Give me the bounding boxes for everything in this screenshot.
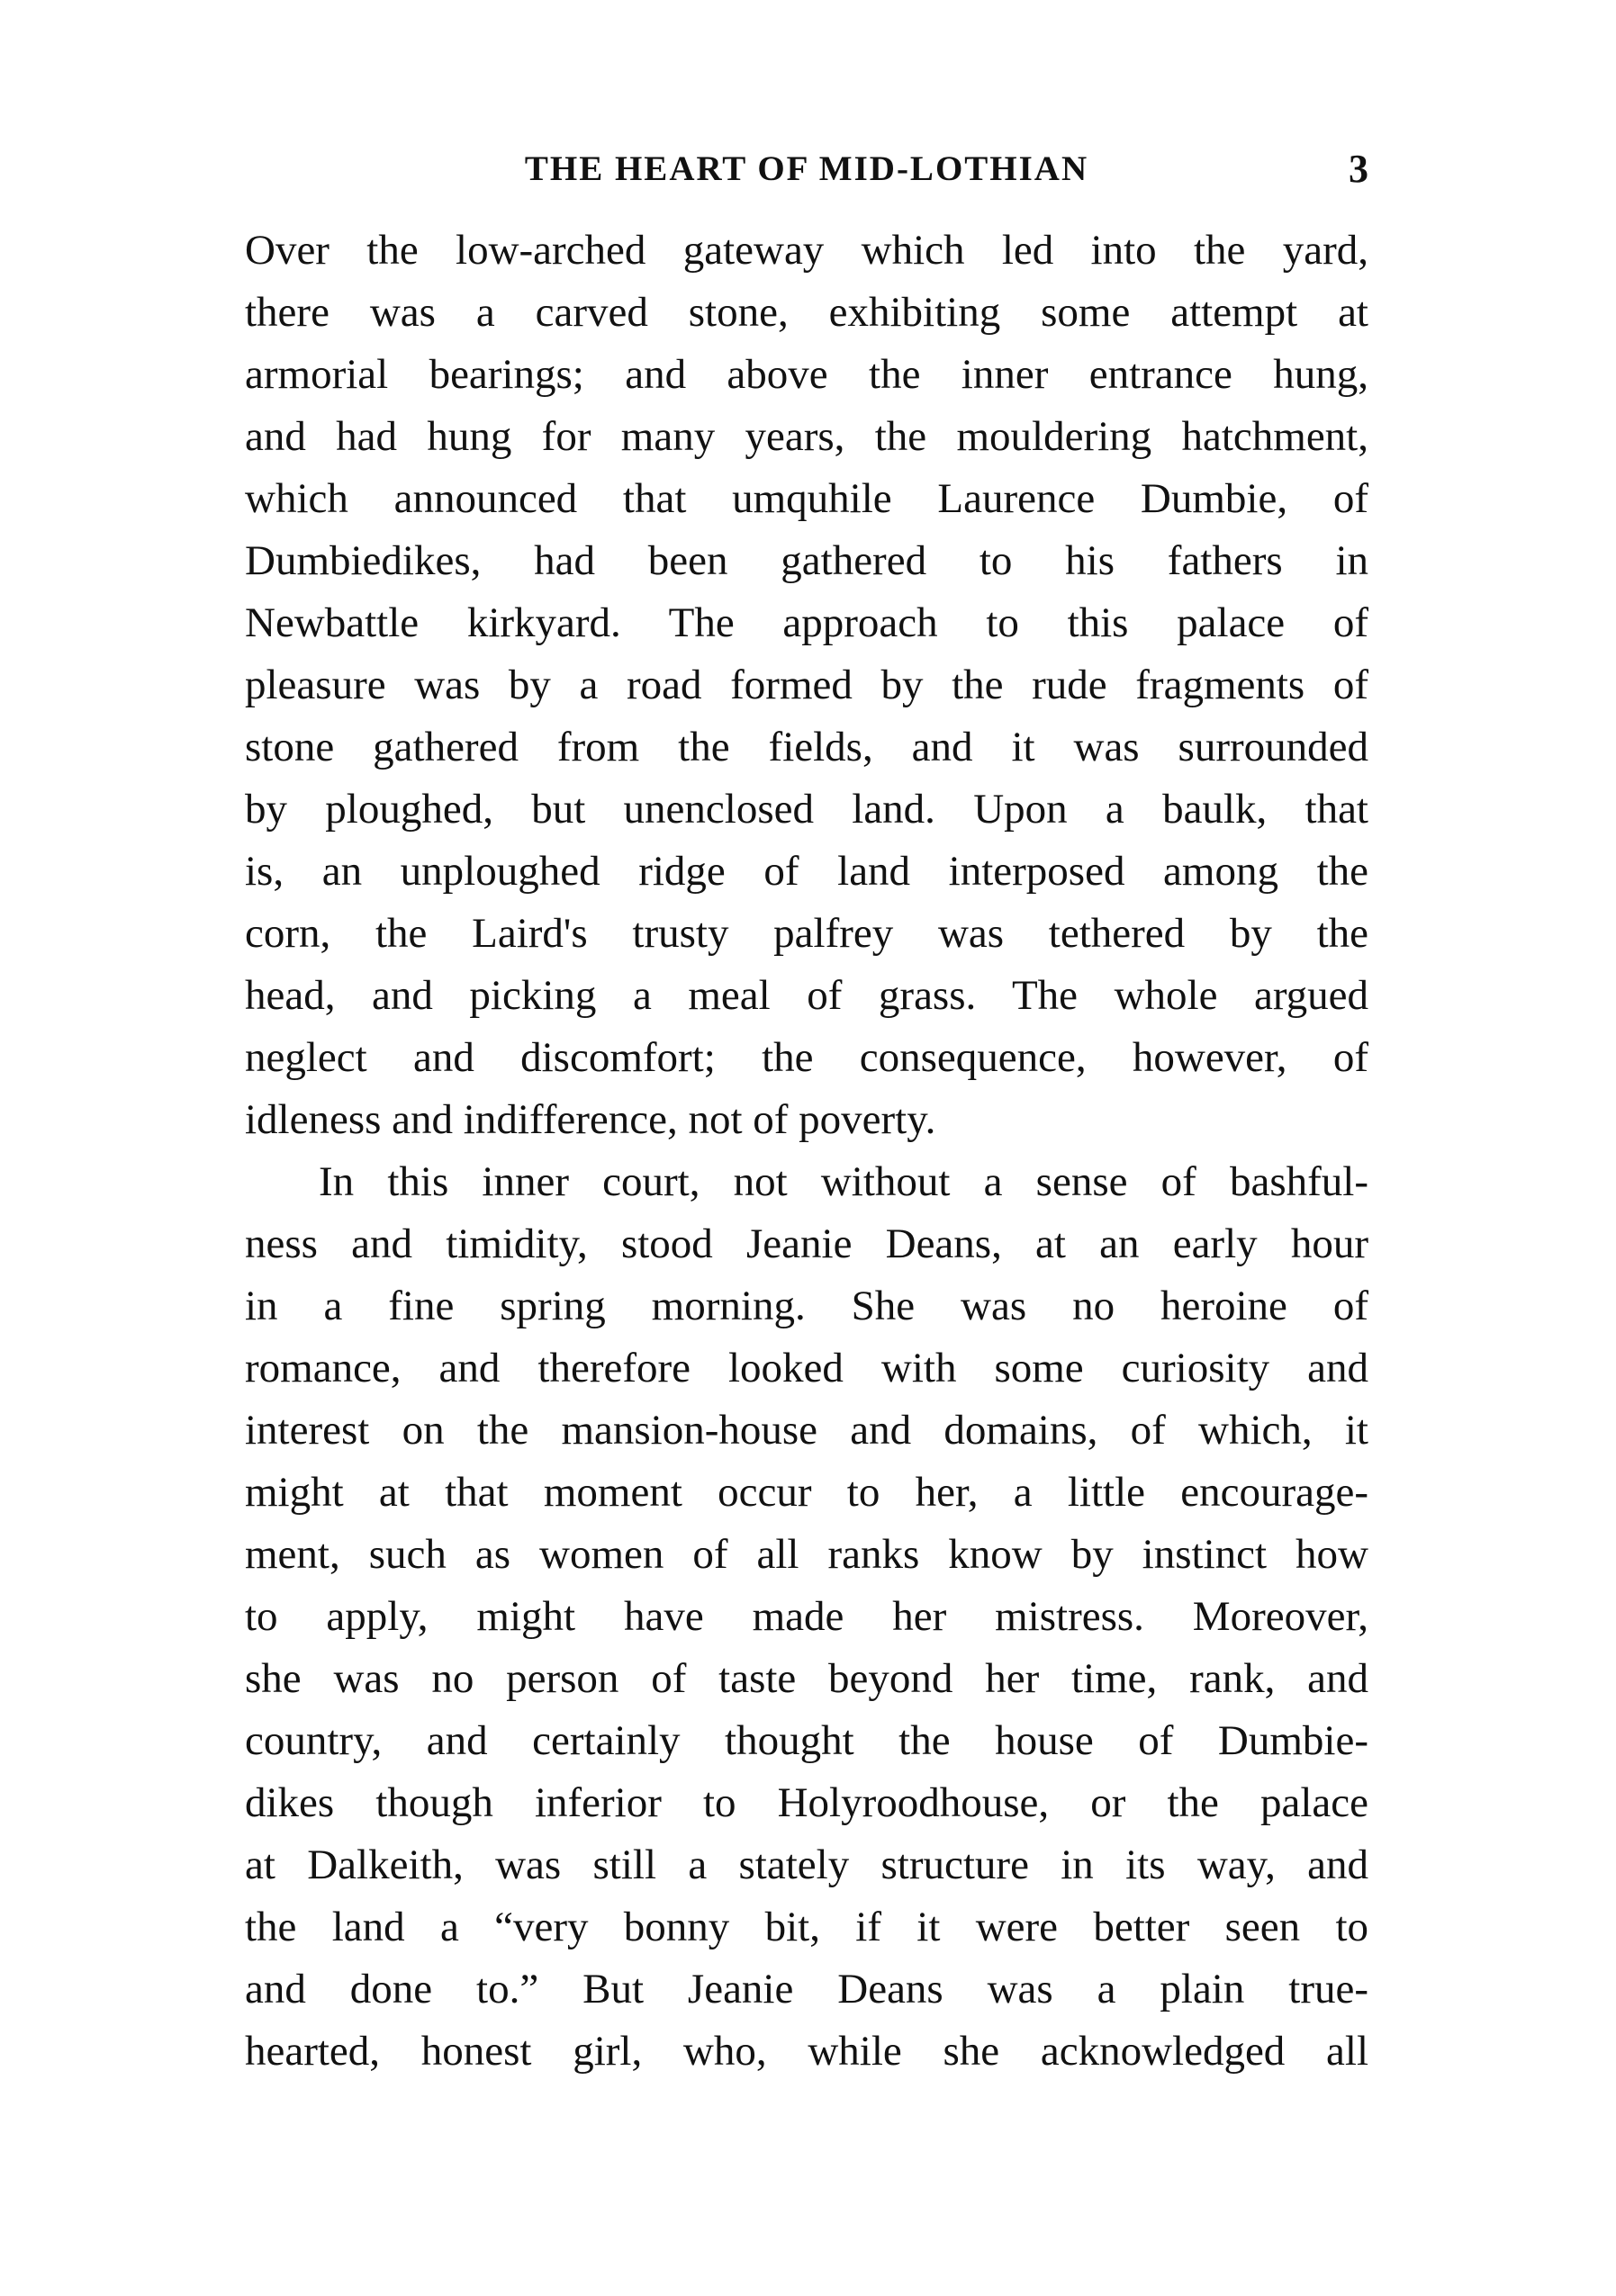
text-line: the land a “very bonny bit, if it were better seen to bbox=[245, 1904, 1368, 1950]
text-line: to apply, might have made her mistress. Moreover, bbox=[245, 1593, 1368, 1640]
text-line: by ploughed, but unenclosed land. Upon a baulk, that bbox=[245, 786, 1368, 833]
text-line: corn, the Laird's trusty palfrey was tethered by the bbox=[245, 910, 1368, 957]
page-number: 3 bbox=[1349, 147, 1368, 191]
text-line: romance, and therefore looked with some curiosity and bbox=[245, 1345, 1368, 1391]
text-line: and had hung for many years, the mouldering hatchment, bbox=[245, 413, 1368, 460]
text-line: is, an unploughed ridge of land interposed among the bbox=[245, 848, 1368, 895]
text-line: interest on the mansion-house and domains, of which, it bbox=[245, 1407, 1368, 1454]
text-line: hearted, honest girl, who, while she acknowledged all bbox=[245, 2028, 1368, 2075]
text-line: dikes though inferior to Holyroodhouse, or the palace bbox=[245, 1779, 1368, 1826]
paragraph-1 bbox=[245, 220, 1368, 1151]
running-head bbox=[245, 142, 1368, 196]
text-line: in a fine spring morning. She was no heroine of bbox=[245, 1283, 1368, 1329]
running-title: THE HEART OF MID-LOTHIAN bbox=[524, 149, 1089, 188]
text-line: armorial bearings; and above the inner entrance hung, bbox=[245, 351, 1368, 398]
text-line: ness and timidity, stood Jeanie Deans, at an early hour bbox=[245, 1220, 1368, 1267]
body-text bbox=[245, 220, 1368, 2083]
text-line: Dumbiedikes, had been gathered to his fathers in bbox=[245, 537, 1368, 584]
text-line: ment, such as women of all ranks know by instinct how bbox=[245, 1531, 1368, 1578]
text-line: might at that moment occur to her, a little encourage- bbox=[245, 1469, 1368, 1516]
text-line: head, and picking a meal of grass. The whole argued bbox=[245, 972, 1368, 1019]
text-line: at Dalkeith, was still a stately structure in its way, and bbox=[245, 1841, 1368, 1888]
text-line: country, and certainly thought the house of Dumbie- bbox=[245, 1717, 1368, 1764]
text-line: pleasure was by a road formed by the rude fragments of bbox=[245, 662, 1368, 708]
text-line: stone gathered from the fields, and it was surrounded bbox=[245, 724, 1368, 770]
text-line: In this inner court, not without a sense of bashful- bbox=[319, 1158, 1368, 1205]
text-line: neglect and discomfort; the consequence, however, of bbox=[245, 1034, 1368, 1081]
text-line: and done to.” But Jeanie Deans was a plain true- bbox=[245, 1966, 1368, 2012]
text-line: she was no person of taste beyond her time, rank, and bbox=[245, 1655, 1368, 1702]
text-line: Over the low-arched gateway which led into the yard, bbox=[245, 227, 1368, 274]
text-line: idleness and indifference, not of poverty. bbox=[245, 1096, 936, 1143]
paragraph-2 bbox=[245, 1151, 1368, 2083]
text-line: which announced that umquhile Laurence Dumbie, of bbox=[245, 475, 1368, 522]
text-line: there was a carved stone, exhibiting some attempt at bbox=[245, 289, 1368, 336]
text-line: Newbattle kirkyard. The approach to this palace of bbox=[245, 599, 1368, 646]
